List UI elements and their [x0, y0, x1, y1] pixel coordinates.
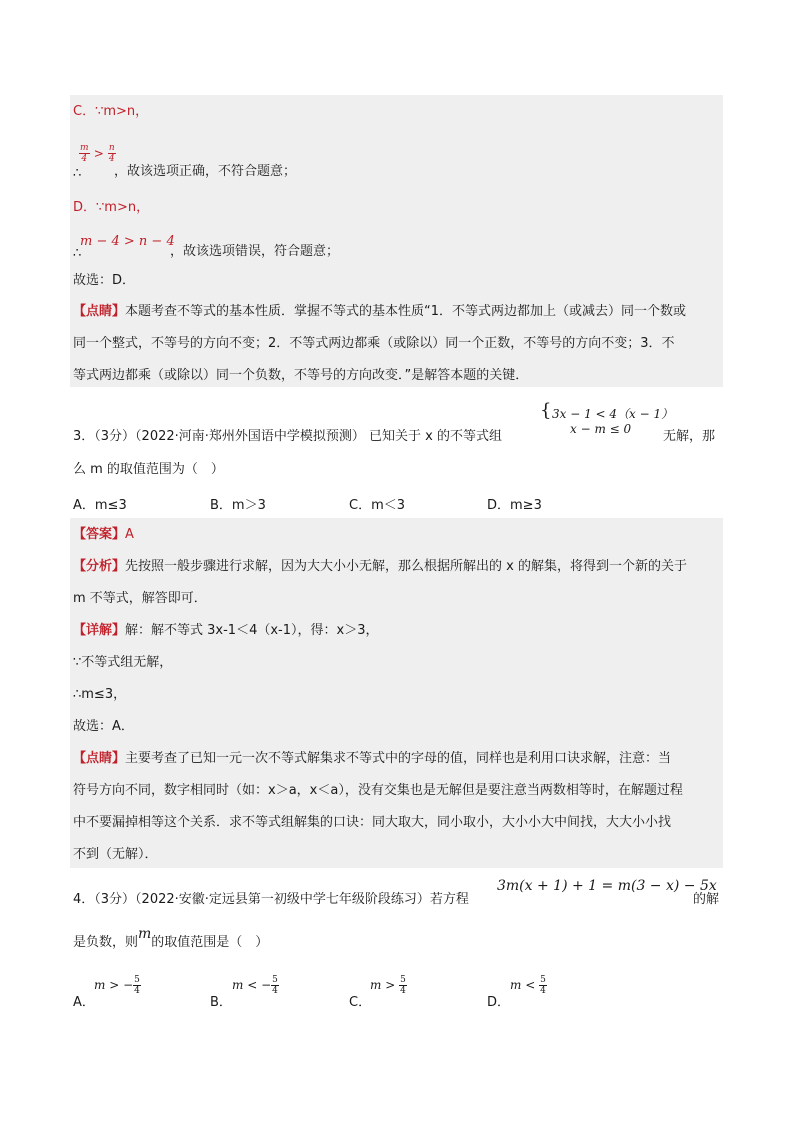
option-c-therefore: ∴: [73, 166, 82, 181]
q4-stem: 4．（3分）（2022·安徽·定远县第一初级中学七年级阶段练习）若方程: [73, 892, 469, 907]
document-page: C．∵m>n， $\frac{m}{4}$ > $\frac{n}{4}$ ∴ ，故该选项正确，不符合题意； D．∵m>n， ∴ m − 4 > n − 4 ，故该选项错误，符合题意； 故选：D． 【点睛】本题考查不等式的基本性质．掌握不等式的基本性质“1．不等式两边都加上（或减去）同一个数或 同一个整式，不等号的方向不变；2．不等式两边都乘（或除以）同一个正数，不等号的方向不变；3．不 等式两边都乘（或除以）同一个负数，不等号的方向改变．”是解答本题的关键． 3．（3分）（2022·河南·郑州外国语中学模拟预测） 已知关于 x 的不等式组 { 3x − 1 < 4（x − 1） x − m ≤ 0 无解，那 么 m 的取值范围为（ ） A．m≤3 B．m＞3 C．m＜3 D．m≥3 【答案】A 【分析】先按照一般步骤进行求解，因为大大小小无解，那么根据所解出的 x 的解集，将得到一个新的关于 m 不等式，解答即可． 【详解】解：解不等式 3x-1＜4（x-1），得：x＞3， ∵不等式组无解， ∴m≤3， 故选：A． 【点睛】主要考查了已知一元一次不等式解集求不等式中的字母的值，同样也是利用口诀求解，注意：当 符号方向不同，数字相同时（如：x＞a，x＜a），没有交集也是无解但是要注意当两数相等时，在解题过程 中不要漏掉相等这个关系．求不等式组解集的口诀：同大取大，同小取小，大小小大中间找，大大小小找 不到（无解）． 4．（3分）（2022·安徽·定远县第一初级中学七年级阶段练习）若方程 3m(x + 1) + 1 = m(3 − x) − 5x 的解 是负数，则m的取值范围是（ ） A． m > − $\frac{5}{4}$ B． m < − $\frac{5}{4}$ C． m > $\frac{5}{4}$ D． m < $\frac{5}{4}$: [0, 0, 794, 1123]
q3-detail-line1: 【详解】解：解不等式 3x-1＜4（x-1），得：x＞3，: [73, 623, 379, 638]
prev-tip-line2: 同一个整式，不等号的方向不变；2．不等式两边都乘（或除以）同一个正数，不等号的方向不变；3．不: [73, 336, 675, 351]
q4-stem-line2: 是负数，则m的取值范围是（ ）: [73, 926, 269, 950]
prev-choose: 故选：D．: [73, 273, 136, 288]
q3-option-b: B．m＞3: [210, 498, 266, 513]
q3-stem-line2: 么 m 的取值范围为（ ）: [73, 462, 224, 477]
prev-tip-line1: 【点睛】本题考查不等式的基本性质．掌握不等式的基本性质“1．不等式两边都加上（或减去）同一个数或: [73, 304, 687, 319]
q3-stem: 3．（3分）（2022·河南·郑州外国语中学模拟预测） 已知关于 x 的不等式组: [73, 429, 502, 444]
q3-option-a: A．m≤3: [73, 498, 127, 513]
q3-option-d: D．m≥3: [487, 498, 542, 513]
q3-detail-line3: ∴m≤3，: [73, 687, 127, 702]
q3-tip-line3: 中不要漏掉相等这个关系．求不等式组解集的口诀：同大取大，同小取小，大小小大中间找，大大小小找: [73, 815, 672, 830]
option-c-reason: C．∵m>n，: [73, 104, 149, 119]
tip-label: 【点睛】: [73, 304, 126, 319]
prev-tip-line3: 等式两边都乘（或除以）同一个负数，不等号的方向改变．”是解答本题的关键．: [73, 368, 529, 383]
q3-tip-line2: 符号方向不同，数字相同时（如：x＞a，x＜a），没有交集也是无解但是要注意当两数相等时，在解题过程: [73, 783, 683, 798]
q3-tip-line4: 不到（无解）．: [73, 847, 158, 862]
q3-analysis-line1: 【分析】先按照一般步骤进行求解，因为大大小小无解，那么根据所解出的 x 的解集，将得到一个新的关于: [73, 559, 687, 574]
q4-stem-tail: 的解: [693, 892, 720, 907]
option-d-therefore: ∴: [73, 246, 82, 261]
q4-equation: 3m(x + 1) + 1 = m(3 − x) − 5x: [497, 878, 717, 894]
q3-tip-line1: 【点睛】主要考查了已知一元一次不等式解集求不等式中的字母的值，同样也是利用口诀求解，注意：当: [73, 751, 672, 766]
option-d-reason: D．∵m>n，: [73, 200, 150, 215]
q3-detail-line2: ∵不等式组无解，: [73, 655, 173, 670]
q3-analysis-line2: m 不等式，解答即可．: [73, 591, 207, 606]
q3-option-c: C．m＜3: [349, 498, 406, 513]
q3-choose: 故选：A．: [73, 719, 134, 734]
q3-answer: 【答案】A: [73, 527, 134, 542]
option-d-conclusion: ，故该选项错误，符合题意；: [170, 244, 340, 259]
q3-inequality-system: { 3x − 1 < 4（x − 1） x − m ≤ 0: [540, 400, 674, 436]
option-d-inequality: m − 4 > n − 4: [80, 234, 175, 249]
q3-stem-tail: 无解，那: [663, 429, 716, 444]
option-c-inequality: $\frac{m}{4}$ > $\frac{n}{4}$: [80, 143, 115, 164]
option-c-conclusion: ，故该选项正确，不符合题意；: [114, 164, 297, 179]
